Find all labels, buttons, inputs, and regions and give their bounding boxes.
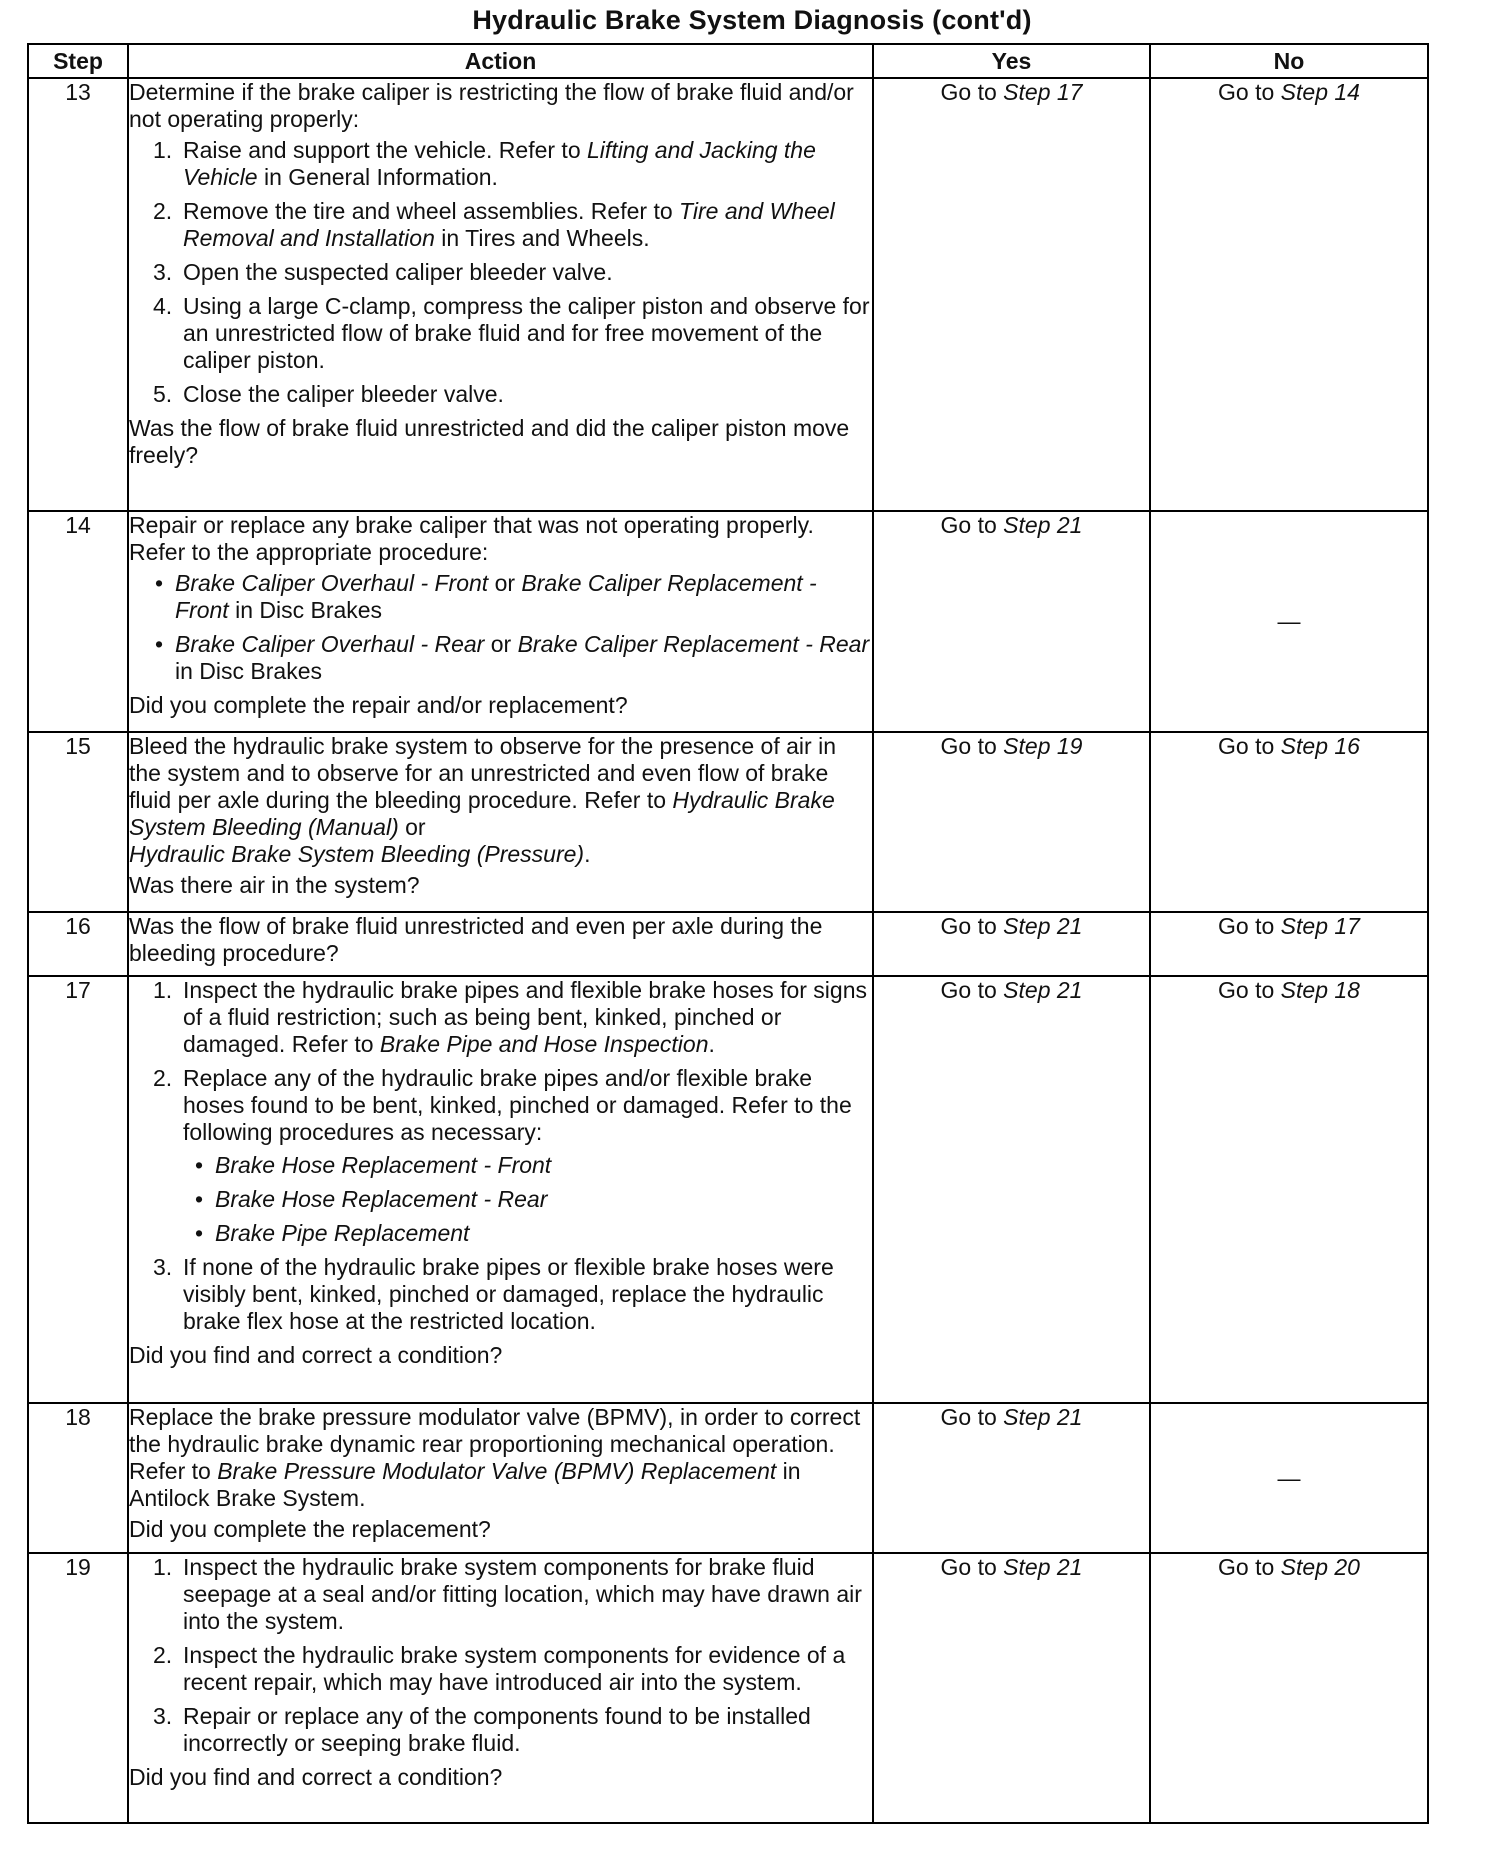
action-intro: Determine if the brake caliper is restricting the flow of brake fluid and/or not operating properly: <box>129 79 854 132</box>
page-title: Hydraulic Brake System Diagnosis (cont'd) <box>472 5 1032 35</box>
action-intro: Repair or replace any brake caliper that was not operating properly. Refer to the appropriate procedure: <box>129 512 814 565</box>
action-question: Was there air in the system? <box>129 872 420 898</box>
header-no: No <box>1150 44 1428 78</box>
action-question: Was the flow of brake fluid unrestricted and even per axle during the bleeding procedure? <box>129 913 823 966</box>
table-row-step-15 <box>28 732 1428 912</box>
list-item: 5. Close the caliper bleeder valve. <box>153 381 504 407</box>
no-cell: — <box>1150 1403 1428 1553</box>
header-yes: Yes <box>873 44 1150 78</box>
table-row-step-16 <box>28 912 1428 976</box>
no-cell: Go to Step 14 <box>1150 78 1428 511</box>
list-item: • Brake Hose Replacement - Front <box>183 1152 872 1179</box>
table-row-step-17 <box>28 976 1428 1403</box>
step-number: 16 <box>28 912 128 976</box>
header-row <box>28 44 1428 78</box>
list-item: • Brake Caliper Overhaul - Front or Brake Caliper Replacement - Front in Disc Brakes <box>143 570 872 624</box>
action-cell <box>128 511 873 732</box>
table-row-step-18 <box>28 1403 1428 1553</box>
step-number: 14 <box>28 511 128 732</box>
table-row-step-14 <box>28 511 1428 732</box>
step-number: 17 <box>28 976 128 1403</box>
procedure-list <box>129 570 872 685</box>
list-item: 1. Inspect the hydraulic brake pipes and flexible brake hoses for signs of a fluid restriction; such as being bent, kinked, pinched or damaged. Refer to Brake Pipe and Hose Inspection. <box>153 977 868 1057</box>
yes-cell: Go to Step 21 <box>873 1553 1150 1823</box>
list-item: 3. Open the suspected caliper bleeder valve. <box>153 259 613 285</box>
action-cell <box>128 976 873 1403</box>
list-item: 1. Inspect the hydraulic brake system components for brake fluid seepage at a seal and/or fitting location, which may have drawn air into the system. <box>153 1554 862 1634</box>
action-intro: Bleed the hydraulic brake system to observe for the presence of air in the system and to observe for an unrestricted and even flow of brake fluid per axle during the bleeding procedure. Refer to Hydraulic Brake System Bleeding (Manual) or Hydraulic Brake System Bleeding (Pressure). <box>129 733 836 867</box>
header-action: Action <box>128 44 873 78</box>
table-row-step-13 <box>28 78 1428 511</box>
list-item: • Brake Caliper Overhaul - Rear or Brake Caliper Replacement - Rear in Disc Brakes <box>143 631 872 685</box>
action-cell <box>128 1553 873 1823</box>
action-question: Did you find and correct a condition? <box>129 1342 503 1368</box>
list-item: • Brake Pipe Replacement <box>183 1220 872 1247</box>
list-item: 2. Replace any of the hydraulic brake pipes and/or flexible brake hoses found to be bent, kinked, pinched or damaged. Refer to the following procedures as necessary: • Brake Hose Replacement - Front • Brake Hose Replacement - Rear • Brake Pipe Replacement <box>149 1065 872 1247</box>
list-item: 4. Using a large C-clamp, compress the caliper piston and observe for an unrestricted flow of brake fluid and for free movement of the caliper piston. <box>153 293 870 373</box>
action-cell <box>128 1403 873 1553</box>
list-item: 3. Repair or replace any of the components found to be installed incorrectly or seeping brake fluid. <box>153 1703 811 1756</box>
action-question: Did you find and correct a condition? <box>129 1764 503 1790</box>
yes-cell: Go to Step 21 <box>873 976 1150 1403</box>
list-item: 2. Remove the tire and wheel assemblies. Refer to Tire and Wheel Removal and Installation in Tires and Wheels. <box>153 198 835 251</box>
step-number: 18 <box>28 1403 128 1553</box>
list-item: 2. Inspect the hydraulic brake system components for evidence of a recent repair, which may have introduced air into the system. <box>153 1642 846 1695</box>
yes-cell: Go to Step 19 <box>873 732 1150 912</box>
procedure-list <box>129 977 872 1335</box>
yes-cell: Go to Step 21 <box>873 1403 1150 1553</box>
procedure-list <box>129 1554 872 1757</box>
step-number: 19 <box>28 1553 128 1823</box>
step-number: 13 <box>28 78 128 511</box>
list-item: • Brake Hose Replacement - Rear <box>183 1186 872 1213</box>
action-intro: Replace the brake pressure modulator valve (BPMV), in order to correct the hydraulic brake dynamic rear proportioning mechanical operation. Refer to Brake Pressure Modulator Valve (BPMV) Replacement in Antilock Brake System. <box>129 1404 861 1511</box>
action-question: Was the flow of brake fluid unrestricted and did the caliper piston move freely? <box>129 415 850 468</box>
no-cell: Go to Step 18 <box>1150 976 1428 1403</box>
diagnosis-table <box>27 43 1429 1824</box>
no-cell: Go to Step 16 <box>1150 732 1428 912</box>
action-question: Did you complete the repair and/or replacement? <box>129 692 628 718</box>
table-row-step-19 <box>28 1553 1428 1823</box>
action-cell <box>128 912 873 976</box>
list-item: 3. If none of the hydraulic brake pipes or flexible brake hoses were visibly bent, kinked, pinched or damaged, replace the hydraulic brake flex hose at the restricted location. <box>153 1254 834 1334</box>
list-item: 1. Raise and support the vehicle. Refer to Lifting and Jacking the Vehicle in General Information. <box>153 137 816 190</box>
no-cell: — <box>1150 511 1428 732</box>
yes-cell: Go to Step 21 <box>873 912 1150 976</box>
no-cell: Go to Step 20 <box>1150 1553 1428 1823</box>
no-cell: Go to Step 17 <box>1150 912 1428 976</box>
yes-cell: Go to Step 21 <box>873 511 1150 732</box>
yes-cell: Go to Step 17 <box>873 78 1150 511</box>
action-cell <box>128 78 873 511</box>
sub-procedure-list <box>183 1152 872 1247</box>
action-question: Did you complete the replacement? <box>129 1516 491 1542</box>
procedure-list <box>129 137 872 408</box>
action-cell <box>128 732 873 912</box>
header-step: Step <box>28 44 128 78</box>
step-number: 15 <box>28 732 128 912</box>
